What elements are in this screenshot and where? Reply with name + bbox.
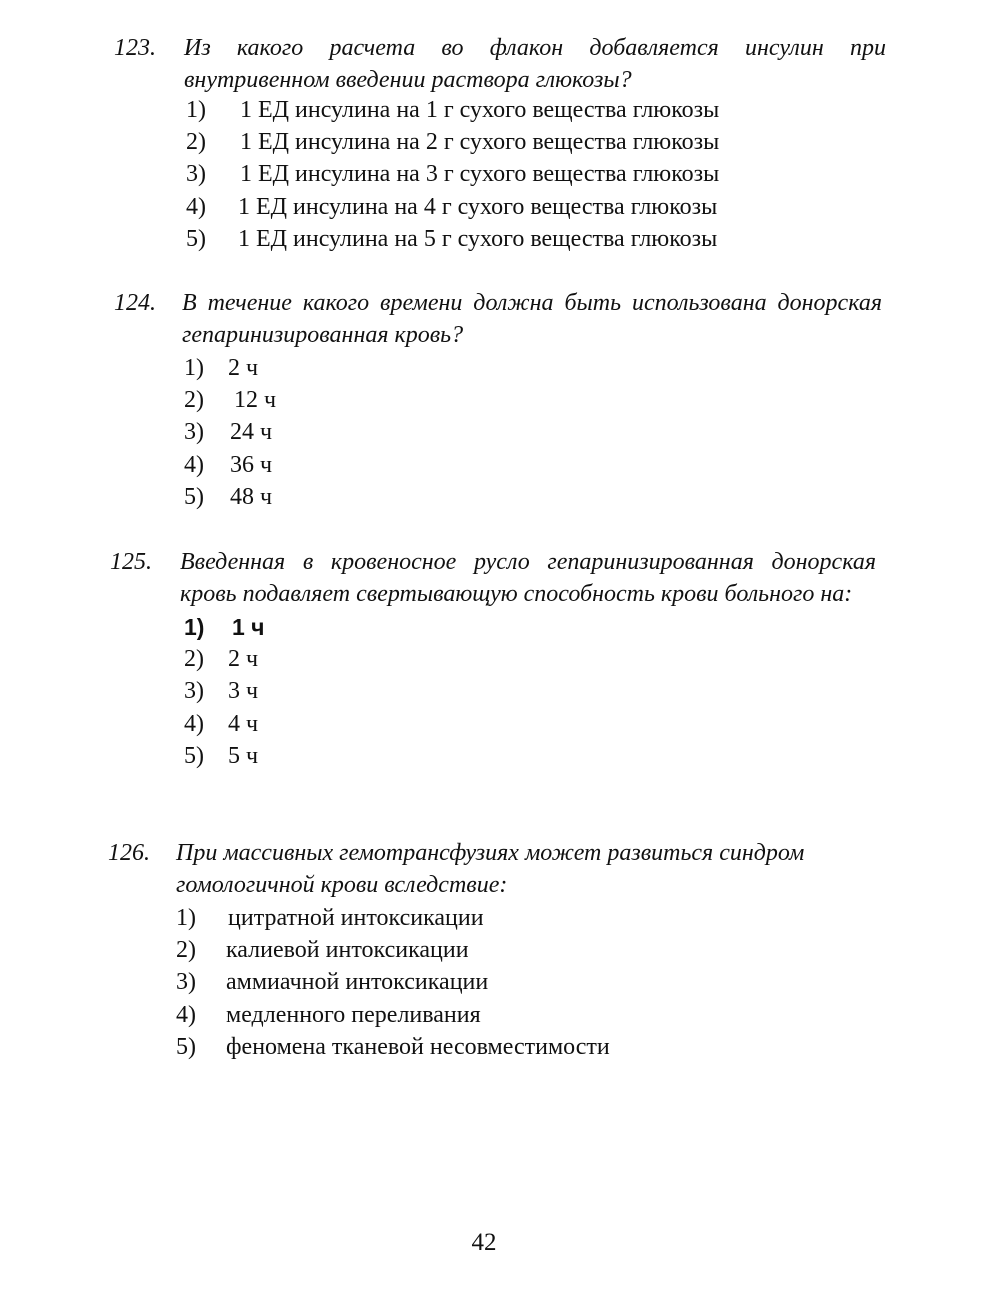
option-text: 4 ч xyxy=(228,710,259,737)
answer-option xyxy=(184,740,876,772)
option-number: 2) xyxy=(184,387,204,414)
option-number: 1) xyxy=(176,905,196,931)
question-number: 124. xyxy=(114,290,156,316)
answer-option xyxy=(184,708,876,740)
option-number: 1) xyxy=(184,614,205,640)
answer-option xyxy=(184,416,882,448)
answer-option xyxy=(176,902,876,934)
page-number: 42 xyxy=(471,1229,497,1256)
option-text: 2 ч xyxy=(228,355,259,381)
option-text: цитратной интоксикации xyxy=(228,905,484,931)
answer-options xyxy=(184,611,876,772)
option-number: 4) xyxy=(186,193,206,220)
option-text: 1 ЕД инсулина на 5 г сухого вещества глюкозы xyxy=(238,225,718,252)
answer-option xyxy=(176,966,876,998)
question-text: Из какого расчета во флакон добавляется инсулин при внутривенном введении раствора глюкозы? xyxy=(184,35,886,93)
answer-option xyxy=(184,449,882,481)
option-text: 1 ЕД инсулина на 2 г сухого вещества глюкозы xyxy=(240,129,720,156)
option-number: 2) xyxy=(184,646,204,673)
answer-option xyxy=(184,352,882,384)
option-number: 5) xyxy=(186,225,206,252)
option-text: калиевой интоксикации xyxy=(226,937,469,964)
option-text: аммиачной интоксикации xyxy=(226,969,489,996)
answer-option xyxy=(184,643,876,675)
question-123 xyxy=(114,32,886,255)
question-text: При массивных гемотрансфузиях может развиться синдром гомологичной крови вследствие: xyxy=(176,840,805,898)
option-text: 3 ч xyxy=(228,678,259,705)
option-text: 48 ч xyxy=(230,483,273,510)
answer-option xyxy=(186,223,886,255)
answer-option xyxy=(186,158,886,190)
answer-option xyxy=(186,191,886,223)
question-header xyxy=(110,546,876,610)
answer-option xyxy=(184,481,882,513)
question-header xyxy=(108,837,876,901)
option-text: 24 ч xyxy=(230,419,273,446)
question-number: 126. xyxy=(108,840,150,866)
answer-option xyxy=(176,934,876,966)
option-text: 5 ч xyxy=(228,742,259,769)
option-text: 12 ч xyxy=(234,387,277,414)
answer-option xyxy=(186,126,886,158)
option-text: 1 ЕД инсулина на 3 г сухого вещества глюкозы xyxy=(240,161,720,188)
option-text: 1 ЕД инсулина на 4 г сухого вещества глюкозы xyxy=(238,193,718,220)
question-124 xyxy=(114,287,882,513)
answer-option xyxy=(184,384,882,416)
option-number: 1) xyxy=(186,97,206,123)
question-text: Введенная в кровеносное русло гепаринизированная донорская кровь подавляет свертывающую способность крови больного на: xyxy=(180,549,876,607)
option-text: 1 ЕД инсулина на 1 г сухого вещества глюкозы xyxy=(240,97,720,123)
question-number: 123. xyxy=(114,35,156,61)
option-number: 2) xyxy=(176,937,196,964)
answer-option xyxy=(176,1031,876,1063)
option-text: феномена тканевой несовместимости xyxy=(226,1033,610,1060)
option-number: 5) xyxy=(176,1033,196,1060)
option-number: 3) xyxy=(176,969,196,996)
option-number: 5) xyxy=(184,742,204,769)
question-125 xyxy=(110,546,876,772)
option-text: 2 ч xyxy=(228,646,259,673)
option-number: 1) xyxy=(184,355,204,381)
answer-options xyxy=(184,352,882,513)
question-number: 125. xyxy=(110,549,152,575)
answer-option xyxy=(176,999,876,1031)
option-number: 2) xyxy=(186,129,206,156)
option-text: 36 ч xyxy=(230,451,273,478)
answer-option xyxy=(184,611,876,643)
option-number: 5) xyxy=(184,483,204,510)
option-number: 4) xyxy=(184,451,204,478)
answer-option xyxy=(186,94,886,126)
option-number: 3) xyxy=(184,419,204,446)
answer-options xyxy=(186,94,886,255)
option-text: медленного переливания xyxy=(226,1001,481,1028)
option-number: 3) xyxy=(186,161,206,188)
option-number: 4) xyxy=(176,1001,196,1028)
answer-option xyxy=(184,675,876,707)
answer-options xyxy=(176,902,876,1063)
option-text: 1 ч xyxy=(232,614,265,640)
option-number: 3) xyxy=(184,678,204,705)
question-text: В течение какого времени должна быть использована донорская гепаринизированная кровь? xyxy=(182,290,882,348)
question-header xyxy=(114,32,886,96)
option-number: 4) xyxy=(184,710,204,737)
question-126 xyxy=(108,837,876,1063)
question-header xyxy=(114,287,882,351)
